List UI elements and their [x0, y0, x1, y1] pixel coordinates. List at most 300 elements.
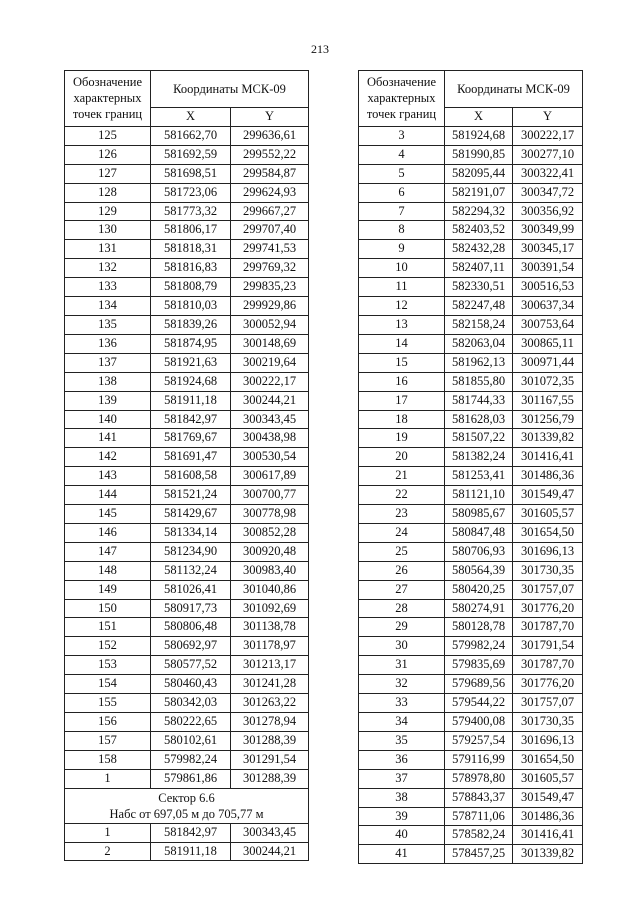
y-coordinate-cell: 301549,47 [513, 788, 583, 807]
table-row [65, 731, 309, 750]
x-coordinate-cell: 582063,04 [445, 334, 513, 353]
table-row [65, 259, 309, 278]
y-coordinate-cell: 299929,86 [231, 297, 309, 316]
table-row [359, 826, 583, 845]
table-row [359, 391, 583, 410]
x-coordinate-cell: 581692,59 [151, 145, 231, 164]
x-coordinate-cell: 581628,03 [445, 410, 513, 429]
point-number-cell: 127 [65, 164, 151, 183]
table-row [359, 372, 583, 391]
y-coordinate-cell: 301339,82 [513, 845, 583, 864]
y-coordinate-cell: 301291,54 [231, 750, 309, 769]
table-row [359, 618, 583, 637]
x-coordinate-cell: 581842,97 [151, 823, 231, 842]
y-coordinate-cell: 300244,21 [231, 842, 309, 861]
x-coordinate-cell: 582294,32 [445, 202, 513, 221]
y-coordinate-cell: 300516,53 [513, 278, 583, 297]
table-row [65, 523, 309, 542]
coordinates-table-left [64, 70, 309, 861]
table-row [65, 410, 309, 429]
table-row [65, 429, 309, 448]
y-coordinate-cell: 300349,99 [513, 221, 583, 240]
table-row [65, 675, 309, 694]
table-row [359, 126, 583, 145]
y-coordinate-cell: 301138,78 [231, 618, 309, 637]
point-number-cell: 27 [359, 580, 445, 599]
point-number-cell: 25 [359, 542, 445, 561]
table-row [359, 486, 583, 505]
y-coordinate-cell: 301213,17 [231, 656, 309, 675]
y-coordinate-cell: 301696,13 [513, 731, 583, 750]
table-row [65, 750, 309, 769]
table-row [359, 637, 583, 656]
point-number-cell: 133 [65, 278, 151, 297]
y-coordinate-cell: 301757,07 [513, 580, 583, 599]
table-row [65, 164, 309, 183]
x-coordinate-cell: 581810,03 [151, 297, 231, 316]
y-coordinate-cell: 301605,57 [513, 505, 583, 524]
table-row [359, 675, 583, 694]
x-coordinate-cell: 579861,86 [151, 769, 231, 788]
table-row [65, 561, 309, 580]
point-number-cell: 18 [359, 410, 445, 429]
point-number-cell: 126 [65, 145, 151, 164]
y-coordinate-cell: 301167,55 [513, 391, 583, 410]
point-number-cell: 141 [65, 429, 151, 448]
table-row [65, 297, 309, 316]
y-header: Y [513, 108, 583, 127]
table-row [65, 656, 309, 675]
point-number-cell: 34 [359, 713, 445, 732]
x-coordinate-cell: 581521,24 [151, 486, 231, 505]
table-row [359, 410, 583, 429]
y-coordinate-cell: 300920,48 [231, 542, 309, 561]
y-coordinate-cell: 301278,94 [231, 713, 309, 732]
y-coordinate-cell: 300347,72 [513, 183, 583, 202]
x-coordinate-cell: 579982,24 [445, 637, 513, 656]
point-number-cell: 143 [65, 467, 151, 486]
point-number-cell: 20 [359, 448, 445, 467]
point-number-cell: 8 [359, 221, 445, 240]
table-row [359, 183, 583, 202]
table-row [65, 505, 309, 524]
table-row [65, 599, 309, 618]
point-number-cell: 24 [359, 523, 445, 542]
x-coordinate-cell: 581855,80 [445, 372, 513, 391]
x-coordinate-cell: 580128,78 [445, 618, 513, 637]
y-coordinate-cell: 300438,98 [231, 429, 309, 448]
point-number-cell: 7 [359, 202, 445, 221]
point-number-cell: 5 [359, 164, 445, 183]
y-coordinate-cell: 300322,41 [513, 164, 583, 183]
y-coordinate-cell: 301776,20 [513, 675, 583, 694]
table-row [359, 580, 583, 599]
point-number-cell: 17 [359, 391, 445, 410]
x-coordinate-cell: 581874,95 [151, 334, 231, 353]
right-table-body [359, 126, 583, 863]
y-coordinate-cell: 300852,28 [231, 523, 309, 542]
x-coordinate-cell: 580706,93 [445, 542, 513, 561]
table-row [65, 823, 309, 842]
table-row [65, 542, 309, 561]
table-row [359, 353, 583, 372]
table-row [65, 637, 309, 656]
point-label-header: Обозначение характерных точек границ [65, 71, 151, 127]
table-row [359, 278, 583, 297]
point-number-cell: 142 [65, 448, 151, 467]
y-coordinate-cell: 299667,27 [231, 202, 309, 221]
y-coordinate-cell: 301776,20 [513, 599, 583, 618]
y-coordinate-cell: 301040,86 [231, 580, 309, 599]
point-number-cell: 30 [359, 637, 445, 656]
y-coordinate-cell: 300244,21 [231, 391, 309, 410]
x-coordinate-cell: 580985,67 [445, 505, 513, 524]
table-row [65, 353, 309, 372]
y-coordinate-cell: 301416,41 [513, 448, 583, 467]
x-coordinate-cell: 580806,48 [151, 618, 231, 637]
point-number-cell: 41 [359, 845, 445, 864]
point-number-cell: 132 [65, 259, 151, 278]
y-coordinate-cell: 301730,35 [513, 713, 583, 732]
point-number-cell: 149 [65, 580, 151, 599]
x-coordinate-cell: 582095,44 [445, 164, 513, 183]
sector-row [65, 788, 309, 823]
point-number-cell: 140 [65, 410, 151, 429]
x-coordinate-cell: 580420,25 [445, 580, 513, 599]
table-row [65, 202, 309, 221]
table-row [359, 221, 583, 240]
x-coordinate-cell: 579689,56 [445, 675, 513, 694]
point-number-cell: 156 [65, 713, 151, 732]
y-coordinate-cell: 300277,10 [513, 145, 583, 164]
x-coordinate-cell: 581842,97 [151, 410, 231, 429]
table-row [65, 278, 309, 297]
point-number-cell: 146 [65, 523, 151, 542]
x-coordinate-cell: 581234,90 [151, 542, 231, 561]
y-coordinate-cell: 300391,54 [513, 259, 583, 278]
coords-header: Координаты МСК-09 [151, 71, 309, 108]
x-coordinate-cell: 582191,07 [445, 183, 513, 202]
x-coordinate-cell: 581121,10 [445, 486, 513, 505]
point-number-cell: 139 [65, 391, 151, 410]
point-number-cell: 10 [359, 259, 445, 278]
table-row [65, 126, 309, 145]
y-coordinate-cell: 300219,64 [231, 353, 309, 372]
point-number-cell: 150 [65, 599, 151, 618]
table-row [359, 845, 583, 864]
x-coordinate-cell: 582403,52 [445, 221, 513, 240]
point-number-cell: 40 [359, 826, 445, 845]
y-coordinate-cell: 301178,97 [231, 637, 309, 656]
table-row [65, 240, 309, 259]
point-number-cell: 31 [359, 656, 445, 675]
x-coordinate-cell: 581924,68 [151, 372, 231, 391]
point-number-cell: 129 [65, 202, 151, 221]
point-number-cell: 145 [65, 505, 151, 524]
point-label-header: Обозначение характерных точек границ [359, 71, 445, 127]
y-coordinate-cell: 301092,69 [231, 599, 309, 618]
y-coordinate-cell: 301791,54 [513, 637, 583, 656]
y-coordinate-cell: 300222,17 [231, 372, 309, 391]
y-coordinate-cell: 301787,70 [513, 656, 583, 675]
point-number-cell: 15 [359, 353, 445, 372]
y-coordinate-cell: 299707,40 [231, 221, 309, 240]
point-number-cell: 138 [65, 372, 151, 391]
table-row [359, 429, 583, 448]
table-row [359, 164, 583, 183]
table-row [359, 259, 583, 278]
table-row [359, 807, 583, 826]
x-coordinate-cell: 579544,22 [445, 694, 513, 713]
point-number-cell: 6 [359, 183, 445, 202]
y-coordinate-cell: 300778,98 [231, 505, 309, 524]
point-number-cell: 1 [65, 769, 151, 788]
y-coordinate-cell: 301486,36 [513, 467, 583, 486]
point-number-cell: 2 [65, 842, 151, 861]
point-number-cell: 3 [359, 126, 445, 145]
x-coordinate-cell: 580102,61 [151, 731, 231, 750]
x-coordinate-cell: 579982,24 [151, 750, 231, 769]
y-coordinate-cell: 300865,11 [513, 334, 583, 353]
y-coordinate-cell: 301416,41 [513, 826, 583, 845]
point-number-cell: 4 [359, 145, 445, 164]
point-number-cell: 38 [359, 788, 445, 807]
sector-subtitle: Набс от 697,05 м до 705,77 м [109, 806, 264, 821]
x-coordinate-cell: 579257,54 [445, 731, 513, 750]
x-coordinate-cell: 581818,31 [151, 240, 231, 259]
x-coordinate-cell: 581698,51 [151, 164, 231, 183]
table-row [65, 145, 309, 164]
table-row [359, 297, 583, 316]
y-coordinate-cell: 300971,44 [513, 353, 583, 372]
x-coordinate-cell: 581911,18 [151, 391, 231, 410]
y-coordinate-cell: 301654,50 [513, 523, 583, 542]
y-coordinate-cell: 299624,93 [231, 183, 309, 202]
y-coordinate-cell: 301288,39 [231, 731, 309, 750]
x-coordinate-cell: 580460,43 [151, 675, 231, 694]
x-coordinate-cell: 580917,73 [151, 599, 231, 618]
sector-heading [65, 788, 309, 823]
table-row [65, 486, 309, 505]
point-number-cell: 131 [65, 240, 151, 259]
y-coordinate-cell: 300148,69 [231, 334, 309, 353]
left-table-body [65, 126, 309, 861]
point-number-cell: 135 [65, 315, 151, 334]
point-number-cell: 154 [65, 675, 151, 694]
y-coordinate-cell: 300753,64 [513, 315, 583, 334]
point-number-cell: 136 [65, 334, 151, 353]
point-number-cell: 11 [359, 278, 445, 297]
y-coordinate-cell: 300356,92 [513, 202, 583, 221]
x-coordinate-cell: 578978,80 [445, 769, 513, 788]
x-coordinate-cell: 581924,68 [445, 126, 513, 145]
y-coordinate-cell: 301549,47 [513, 486, 583, 505]
x-coordinate-cell: 578457,25 [445, 845, 513, 864]
x-coordinate-cell: 581507,22 [445, 429, 513, 448]
x-coordinate-cell: 578582,24 [445, 826, 513, 845]
y-coordinate-cell: 301072,35 [513, 372, 583, 391]
x-coordinate-cell: 581608,58 [151, 467, 231, 486]
x-coordinate-cell: 580577,52 [151, 656, 231, 675]
point-number-cell: 137 [65, 353, 151, 372]
table-row [65, 183, 309, 202]
y-coordinate-cell: 300700,77 [231, 486, 309, 505]
coords-header: Координаты МСК-09 [445, 71, 583, 108]
point-number-cell: 158 [65, 750, 151, 769]
y-coordinate-cell: 300983,40 [231, 561, 309, 580]
y-coordinate-cell: 299741,53 [231, 240, 309, 259]
x-coordinate-cell: 582247,48 [445, 297, 513, 316]
point-number-cell: 16 [359, 372, 445, 391]
point-number-cell: 29 [359, 618, 445, 637]
table-row [359, 750, 583, 769]
table-row [359, 599, 583, 618]
x-coordinate-cell: 581806,17 [151, 221, 231, 240]
point-number-cell: 157 [65, 731, 151, 750]
table-row [359, 467, 583, 486]
x-coordinate-cell: 581691,47 [151, 448, 231, 467]
y-coordinate-cell: 300530,54 [231, 448, 309, 467]
table-row [65, 842, 309, 861]
table-row [65, 372, 309, 391]
y-coordinate-cell: 299636,61 [231, 126, 309, 145]
x-coordinate-cell: 581990,85 [445, 145, 513, 164]
x-coordinate-cell: 581026,41 [151, 580, 231, 599]
table-row [65, 713, 309, 732]
x-coordinate-cell: 581921,63 [151, 353, 231, 372]
point-number-cell: 134 [65, 297, 151, 316]
y-header: Y [231, 108, 309, 127]
y-coordinate-cell: 300222,17 [513, 126, 583, 145]
x-coordinate-cell: 582158,24 [445, 315, 513, 334]
point-number-cell: 26 [359, 561, 445, 580]
table-row [359, 769, 583, 788]
table-row [359, 656, 583, 675]
point-number-cell: 22 [359, 486, 445, 505]
y-coordinate-cell: 300617,89 [231, 467, 309, 486]
page-number: 213 [311, 42, 329, 56]
table-row [65, 391, 309, 410]
x-header: X [151, 108, 231, 127]
x-coordinate-cell: 581662,70 [151, 126, 231, 145]
x-coordinate-cell: 578843,37 [445, 788, 513, 807]
x-coordinate-cell: 581723,06 [151, 183, 231, 202]
y-coordinate-cell: 300345,17 [513, 240, 583, 259]
y-coordinate-cell: 301288,39 [231, 769, 309, 788]
table-row [65, 448, 309, 467]
point-number-cell: 37 [359, 769, 445, 788]
point-number-cell: 21 [359, 467, 445, 486]
x-coordinate-cell: 580342,03 [151, 694, 231, 713]
table-row [359, 145, 583, 164]
x-coordinate-cell: 581808,79 [151, 278, 231, 297]
x-coordinate-cell: 582432,28 [445, 240, 513, 259]
x-coordinate-cell: 581744,33 [445, 391, 513, 410]
table-row [65, 694, 309, 713]
table-row [359, 202, 583, 221]
y-coordinate-cell: 300343,45 [231, 823, 309, 842]
x-coordinate-cell: 581132,24 [151, 561, 231, 580]
x-coordinate-cell: 580222,65 [151, 713, 231, 732]
x-coordinate-cell: 581962,13 [445, 353, 513, 372]
y-coordinate-cell: 299584,87 [231, 164, 309, 183]
y-coordinate-cell: 301486,36 [513, 807, 583, 826]
y-coordinate-cell: 301605,57 [513, 769, 583, 788]
x-coordinate-cell: 579116,99 [445, 750, 513, 769]
y-coordinate-cell: 300343,45 [231, 410, 309, 429]
table-row [65, 618, 309, 637]
x-header: X [445, 108, 513, 127]
point-number-cell: 33 [359, 694, 445, 713]
x-coordinate-cell: 581769,67 [151, 429, 231, 448]
y-coordinate-cell: 301787,70 [513, 618, 583, 637]
x-coordinate-cell: 581382,24 [445, 448, 513, 467]
table-row [359, 448, 583, 467]
x-coordinate-cell: 581773,32 [151, 202, 231, 221]
table-row [359, 240, 583, 259]
table-row [359, 523, 583, 542]
x-coordinate-cell: 581429,67 [151, 505, 231, 524]
point-number-cell: 13 [359, 315, 445, 334]
table-row [359, 561, 583, 580]
table-row [65, 467, 309, 486]
y-coordinate-cell: 301654,50 [513, 750, 583, 769]
table-row [359, 694, 583, 713]
point-number-cell: 125 [65, 126, 151, 145]
y-coordinate-cell: 299769,32 [231, 259, 309, 278]
table-row [65, 315, 309, 334]
table-row [65, 769, 309, 788]
point-number-cell: 153 [65, 656, 151, 675]
x-coordinate-cell: 578711,06 [445, 807, 513, 826]
point-number-cell: 148 [65, 561, 151, 580]
point-number-cell: 152 [65, 637, 151, 656]
table-row [359, 788, 583, 807]
point-number-cell: 155 [65, 694, 151, 713]
point-number-cell: 12 [359, 297, 445, 316]
point-number-cell: 14 [359, 334, 445, 353]
point-number-cell: 151 [65, 618, 151, 637]
x-coordinate-cell: 581911,18 [151, 842, 231, 861]
point-number-cell: 23 [359, 505, 445, 524]
y-coordinate-cell: 301339,82 [513, 429, 583, 448]
x-coordinate-cell: 580564,39 [445, 561, 513, 580]
table-row [65, 221, 309, 240]
x-coordinate-cell: 581816,83 [151, 259, 231, 278]
y-coordinate-cell: 301696,13 [513, 542, 583, 561]
y-coordinate-cell: 300052,94 [231, 315, 309, 334]
x-coordinate-cell: 581334,14 [151, 523, 231, 542]
point-number-cell: 1 [65, 823, 151, 842]
y-coordinate-cell: 301757,07 [513, 694, 583, 713]
y-coordinate-cell: 299835,23 [231, 278, 309, 297]
table-row [65, 580, 309, 599]
table-row [359, 315, 583, 334]
sector-title: Сектор 6.6 [158, 790, 215, 805]
point-number-cell: 35 [359, 731, 445, 750]
point-number-cell: 28 [359, 599, 445, 618]
x-coordinate-cell: 581253,41 [445, 467, 513, 486]
point-number-cell: 144 [65, 486, 151, 505]
y-coordinate-cell: 301241,28 [231, 675, 309, 694]
point-number-cell: 36 [359, 750, 445, 769]
x-coordinate-cell: 579400,08 [445, 713, 513, 732]
y-coordinate-cell: 299552,22 [231, 145, 309, 164]
y-coordinate-cell: 300637,34 [513, 297, 583, 316]
x-coordinate-cell: 580692,97 [151, 637, 231, 656]
y-coordinate-cell: 301256,79 [513, 410, 583, 429]
x-coordinate-cell: 580274,91 [445, 599, 513, 618]
